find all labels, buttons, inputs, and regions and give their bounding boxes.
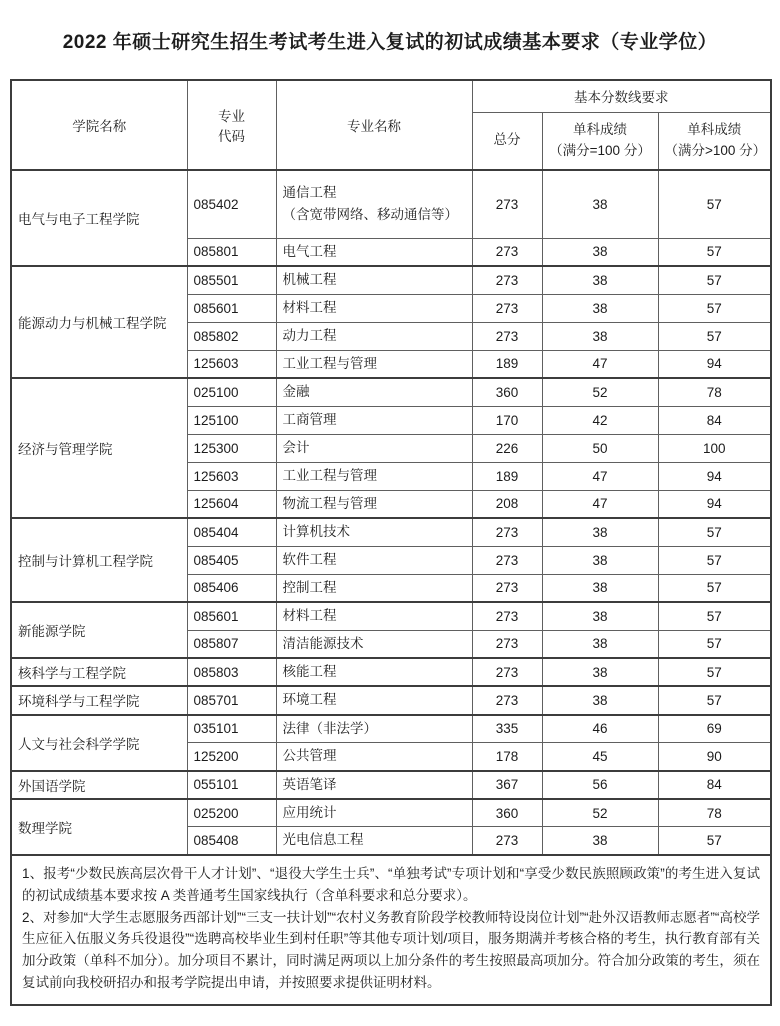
major-name-text: 清洁能源技术 (282, 635, 364, 651)
major-name-cell (276, 630, 472, 658)
major-code-cell: 125100 (187, 406, 276, 434)
single-gt-score-cell: 84 (658, 771, 771, 799)
major-name-cell (276, 602, 472, 630)
major-name-cell (276, 490, 472, 518)
total-score-header-cell: 总分 (472, 112, 542, 170)
single-eq-score-cell: 38 (542, 294, 658, 322)
major-name-text: 电气工程 (282, 243, 337, 259)
major-name-cell (276, 322, 472, 350)
single-eq-score-cell: 38 (542, 686, 658, 714)
total-score-cell: 273 (472, 266, 542, 294)
table-row (11, 170, 771, 238)
college-name-cell: 核科学与工程学院 (11, 658, 187, 686)
major-name-text: 英语笔译 (282, 776, 337, 792)
total-score-cell: 273 (472, 574, 542, 602)
single-eq-header-line2: （满分=100 分） (549, 142, 651, 158)
college-name-cell: 外国语学院 (11, 771, 187, 799)
table-row (11, 378, 771, 406)
single-gt-score-cell: 90 (658, 743, 771, 771)
single-gt-score-cell: 78 (658, 799, 771, 827)
single-eq-score-cell: 38 (542, 658, 658, 686)
total-score-cell: 273 (472, 170, 542, 238)
total-score-cell: 178 (472, 743, 542, 771)
major-name-text: 物流工程与管理 (282, 495, 377, 511)
major-code-cell: 085406 (187, 574, 276, 602)
major-name-text: 计算机技术 (282, 524, 350, 540)
major-code-cell: 125300 (187, 434, 276, 462)
total-score-cell: 208 (472, 490, 542, 518)
total-score-cell: 273 (472, 518, 542, 546)
single-eq-score-cell: 52 (542, 799, 658, 827)
major-name-text: 公共管理 (282, 748, 337, 764)
total-score-cell: 170 (472, 406, 542, 434)
major-name-text: 光电信息工程 (282, 832, 364, 848)
major-name-text: 金融 (282, 384, 310, 400)
college-name-cell: 新能源学院 (11, 602, 187, 658)
college-name-cell: 人文与社会科学学院 (11, 715, 187, 771)
major-code-cell: 085408 (187, 827, 276, 855)
major-code-header-line2: 代码 (218, 129, 245, 144)
single-eq-score-cell: 47 (542, 490, 658, 518)
single-gt-score-cell: 100 (658, 434, 771, 462)
major-name-cell (276, 170, 472, 238)
single-eq-score-cell: 38 (542, 546, 658, 574)
major-code-cell: 025100 (187, 378, 276, 406)
single-eq-score-cell: 52 (542, 378, 658, 406)
single-eq-score-cell: 38 (542, 630, 658, 658)
single-gt-score-cell: 57 (658, 658, 771, 686)
single-eq-score-cell: 50 (542, 434, 658, 462)
major-name-text: 工业工程与管理 (282, 467, 377, 483)
table-row (11, 602, 771, 630)
major-name-text: 软件工程 (282, 551, 337, 567)
major-name-cell (276, 658, 472, 686)
major-code-cell: 085501 (187, 266, 276, 294)
single-gt-score-cell: 57 (658, 686, 771, 714)
note-paragraph-2: 2、对参加“大学生志愿服务西部计划”“三支一扶计划”“农村义务教育阶段学校教师特设岗位计划”“赴外汉语教师志愿者”“高校学生应征入伍服义务兵役退役”“选聘高校毕业生到村任职”等其他专项计划/项目，服务期满并考核合格的考生，执行教育部有关加分政策（单科不加分）。加分项目不累计，同时满足两项以上加分条件的考生按照最高项加分。符合加分政策的考生，须在复试前向我校研招办和报考学院提出申请，并按照要求提供证明材料。 (22, 909, 760, 991)
total-score-cell: 273 (472, 294, 542, 322)
college-name-cell: 能源动力与机械工程学院 (11, 266, 187, 378)
college-name-cell: 电气与电子工程学院 (11, 170, 187, 266)
total-score-cell: 335 (472, 715, 542, 743)
major-code-cell: 085701 (187, 686, 276, 714)
single-gt-header-line2: （满分>100 分） (664, 142, 767, 158)
major-name-cell (276, 518, 472, 546)
total-score-cell: 273 (472, 827, 542, 855)
single-eq-score-cell: 38 (542, 518, 658, 546)
table-row (11, 799, 771, 827)
major-name-text: 核能工程 (282, 664, 337, 679)
total-score-cell: 273 (472, 602, 542, 630)
single-eq-score-cell: 38 (542, 266, 658, 294)
single-gt-score-cell: 94 (658, 350, 771, 378)
total-score-cell: 273 (472, 686, 542, 714)
single-gt-score-cell: 57 (658, 574, 771, 602)
major-code-cell: 085405 (187, 546, 276, 574)
major-code-cell: 085601 (187, 294, 276, 322)
total-score-cell: 273 (472, 658, 542, 686)
single-gt-score-cell: 57 (658, 238, 771, 266)
single-eq-score-cell: 47 (542, 350, 658, 378)
major-code-cell: 085801 (187, 238, 276, 266)
major-code-cell: 025200 (187, 799, 276, 827)
major-name-text: 环境工程 (282, 692, 337, 708)
major-code-cell: 125200 (187, 743, 276, 771)
single-eq-score-cell: 38 (542, 238, 658, 266)
major-code-header-line1: 专业 (218, 109, 245, 124)
total-score-cell: 273 (472, 238, 542, 266)
single-eq-score-cell: 42 (542, 406, 658, 434)
major-name-cell (276, 546, 472, 574)
major-name-text: 动力工程 (282, 327, 337, 343)
notes-row (11, 855, 771, 1005)
single-eq-score-cell: 38 (542, 170, 658, 238)
total-score-cell: 273 (472, 546, 542, 574)
table-row (11, 518, 771, 546)
major-name-cell (276, 827, 472, 855)
major-code-cell: 085601 (187, 602, 276, 630)
single-gt-score-cell: 78 (658, 378, 771, 406)
major-name-text: 机械工程 (282, 272, 337, 288)
college-name-cell: 数理学院 (11, 799, 187, 855)
major-name-cell (276, 406, 472, 434)
major-name-text: 材料工程 (282, 299, 337, 315)
major-name-cell (276, 743, 472, 771)
header-row-top (11, 80, 771, 112)
single-gt-score-cell: 57 (658, 266, 771, 294)
single-eq-score-cell: 45 (542, 743, 658, 771)
single-gt-score-cell: 57 (658, 827, 771, 855)
total-score-cell: 189 (472, 350, 542, 378)
major-name-cell (276, 238, 472, 266)
table-row (11, 266, 771, 294)
score-group-header-cell: 基本分数线要求 (472, 80, 771, 112)
major-name-cell (276, 799, 472, 827)
single-gt-score-cell: 94 (658, 490, 771, 518)
major-code-cell: 085402 (187, 170, 276, 238)
notes-cell (11, 855, 771, 1005)
major-name-cell (276, 266, 472, 294)
single-gt-score-cell: 57 (658, 602, 771, 630)
single-gt-header-line1: 单科成绩 (687, 121, 742, 137)
major-code-cell: 085803 (187, 658, 276, 686)
single-gt-score-cell: 69 (658, 715, 771, 743)
major-name-cell (276, 715, 472, 743)
single-gt-score-cell: 57 (658, 518, 771, 546)
single-eq-header-line1: 单科成绩 (573, 121, 627, 137)
table-body (11, 170, 771, 855)
major-name-text: 工商管理 (282, 411, 337, 427)
single-eq-header-cell (542, 112, 658, 170)
major-name-note: （含宽带网络、移动通信等） (282, 207, 458, 223)
major-name-text: 工业工程与管理 (282, 355, 377, 371)
total-score-cell: 189 (472, 462, 542, 490)
table-header (11, 80, 771, 170)
total-score-cell: 367 (472, 771, 542, 799)
page-title: 2022 年硕士研究生招生考试考生进入复试的初试成绩基本要求（专业学位） (62, 32, 718, 53)
single-eq-score-cell: 38 (542, 827, 658, 855)
note-paragraph-1: 1、报考“少数民族高层次骨干人才计划”、“退役大学生士兵”、“单独考试”专项计划和“享受少数民族照顾政策”的考生进入复试的初试成绩基本要求按 A 类普通考生国家线执行（含单科要求和总分要求）。 (22, 865, 760, 903)
major-code-cell: 035101 (187, 715, 276, 743)
single-gt-header-cell (658, 112, 771, 170)
major-code-cell: 125604 (187, 490, 276, 518)
major-name-cell (276, 462, 472, 490)
single-gt-score-cell: 94 (658, 462, 771, 490)
single-eq-score-cell: 38 (542, 574, 658, 602)
major-code-cell: 085404 (187, 518, 276, 546)
college-name-cell: 经济与管理学院 (11, 378, 187, 518)
major-name-cell (276, 771, 472, 799)
major-name-cell (276, 686, 472, 714)
major-name-cell (276, 294, 472, 322)
single-gt-score-cell: 57 (658, 546, 771, 574)
major-name-cell (276, 378, 472, 406)
major-name-cell (276, 574, 472, 602)
single-gt-score-cell: 57 (658, 322, 771, 350)
major-name-cell (276, 350, 472, 378)
major-name-text: 会计 (282, 439, 310, 455)
table-row (11, 658, 771, 686)
table-row (11, 715, 771, 743)
table-row (11, 686, 771, 714)
college-name-cell: 控制与计算机工程学院 (11, 518, 187, 602)
total-score-cell: 273 (472, 630, 542, 658)
single-gt-score-cell: 84 (658, 406, 771, 434)
single-gt-score-cell: 57 (658, 630, 771, 658)
college-name-cell: 环境科学与工程学院 (11, 686, 187, 714)
major-code-cell: 085802 (187, 322, 276, 350)
major-code-header-cell (187, 80, 276, 170)
major-name-text: 控制工程 (282, 579, 337, 595)
major-code-cell: 125603 (187, 462, 276, 490)
major-code-cell: 055101 (187, 771, 276, 799)
major-code-cell: 125603 (187, 350, 276, 378)
total-score-cell: 360 (472, 799, 542, 827)
single-gt-score-cell: 57 (658, 170, 771, 238)
major-name-header-cell: 专业名称 (276, 80, 472, 170)
major-name-text: 材料工程 (282, 608, 337, 624)
total-score-cell: 273 (472, 322, 542, 350)
score-requirements-table (10, 79, 772, 1006)
major-name-text: 法律（非法学） (282, 720, 377, 736)
total-score-cell: 226 (472, 434, 542, 462)
single-eq-score-cell: 47 (542, 462, 658, 490)
single-eq-score-cell: 46 (542, 715, 658, 743)
single-eq-score-cell: 38 (542, 322, 658, 350)
table-row (11, 771, 771, 799)
major-name-text: 应用统计 (282, 804, 337, 820)
major-name-text: 通信工程 (282, 184, 337, 200)
total-score-cell: 360 (472, 378, 542, 406)
major-code-cell: 085807 (187, 630, 276, 658)
single-eq-score-cell: 38 (542, 602, 658, 630)
college-header-cell: 学院名称 (11, 80, 187, 170)
major-name-cell (276, 434, 472, 462)
single-eq-score-cell: 56 (542, 771, 658, 799)
single-gt-score-cell: 57 (658, 294, 771, 322)
